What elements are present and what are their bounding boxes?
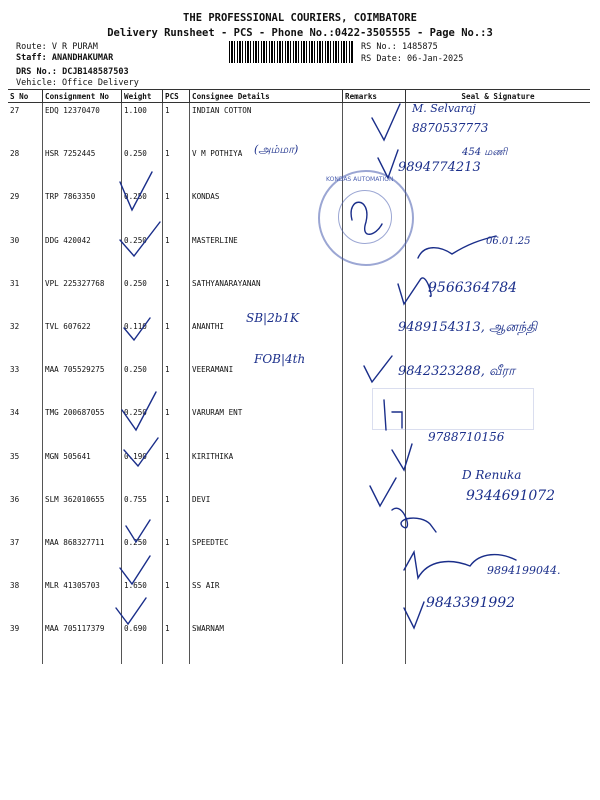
hw-r28-phone: 9894774213 [398,160,481,175]
hw-r33-phone: 9842323288, வீரா [398,364,515,379]
table-row [8,621,590,664]
cell-pcs: 1 [163,535,190,578]
cell-pcs: 1 [163,621,190,664]
cell-weight: 0.250 [122,189,163,232]
cell-pcs: 1 [163,189,190,232]
hw-r33-note: FOB|4th [254,352,306,366]
cell-signature [406,189,591,232]
hw-stamp-text: KONDAS AUTOMATION [326,176,394,183]
cell-pcs: 1 [163,233,190,276]
cell-pcs: 1 [163,362,190,405]
cell-pcs: 1 [163,319,190,362]
cell-weight: 0.755 [122,492,163,535]
cell-sno: 38 [10,581,20,591]
drs-value: DCJB148587503 [62,67,129,77]
staff-label: Staff: [16,53,47,63]
cell-sno: 28 [10,149,20,159]
col-pcs: PCS [163,90,190,103]
cell-consignee: SATHYANARAYANAN [190,276,343,319]
runsheet-title: Delivery Runsheet - PCS - Phone No.:0422-3505555 - Page No.:3 [107,27,493,39]
cell-consignment: HSR 7252445 [43,146,122,189]
cell-consignment: MAA 705529275 [43,362,122,405]
col-consignment: Consignment No [43,90,122,103]
cell-sno: 35 [10,451,20,461]
col-weight: Weight [122,90,163,103]
cell-weight: 0.690 [122,621,163,664]
hw-r28-note: (அம்மா) [254,143,299,156]
vehicle-text: Vehicle: Office Delivery [16,78,139,88]
route-text: Route: V R PURAM [16,42,98,52]
cell-consignee: KIRITHIKA [190,449,343,492]
table-header-row [8,90,590,103]
hw-r32-note: SB|2b1K [246,311,299,325]
table-row [8,103,590,147]
cell-pcs: 1 [163,146,190,189]
table-row [8,189,590,232]
rs-info [361,41,463,65]
cell-sno: 29 [10,192,20,202]
hw-r30-date: 06.01.25 [486,236,531,247]
cell-weight: 0.110 [122,319,163,362]
cell-remarks [343,103,406,147]
cell-remarks [343,276,406,319]
cell-weight: 0.250 [122,362,163,405]
cell-consignee: SPEEDTEC [190,535,343,578]
cell-pcs: 1 [163,405,190,448]
cell-pcs: 1 [163,276,190,319]
cell-remarks [343,492,406,535]
cell-consignee: SS AIR [190,578,343,621]
cell-pcs: 1 [163,492,190,535]
drs-label: DRS No.: [16,67,57,77]
cell-remarks [343,578,406,621]
hw-r35-phone: 9788710156 [428,430,505,444]
cell-consignee: KONDAS [190,189,343,232]
hw-r27-name: M. Selvaraj [412,102,476,115]
hw-r27-phone: 8870537773 [412,121,489,135]
cell-consignee: SWARNAM [190,621,343,664]
cell-sno: 36 [10,494,20,504]
cell-consignment: MGN 505641 [43,449,122,492]
hw-r36-name: D Renuka [462,468,522,482]
cell-pcs: 1 [163,578,190,621]
cell-pcs: 1 [163,449,190,492]
col-consignee: Consignee Details [190,90,343,103]
cell-weight: 0.250 [122,146,163,189]
cell-consignment: TMG 200687055 [43,405,122,448]
cell-sno: 31 [10,278,20,288]
hw-r28-extra: 454 மணி [462,147,508,158]
cell-consignee: MASTERLINE [190,233,343,276]
cell-consignment: VPL 225327768 [43,276,122,319]
cell-consignment: MAA 868327711 [43,535,122,578]
cell-consignment: DDG 420042 [43,233,122,276]
cell-consignment: EDQ 12370470 [43,103,122,147]
faded-stamp [372,388,534,430]
barcode [229,41,353,63]
hw-r39-phone: 9843391992 [426,595,516,611]
cell-consignee: V M POTHIYA [190,146,343,189]
route-info [16,42,139,89]
cell-weight: 1.100 [122,103,163,147]
company-title: THE PROFESSIONAL COURIERS, COIMBATORE [183,12,417,24]
cell-consignment: SLM 362010655 [43,492,122,535]
cell-consignment: MLR 41305703 [43,578,122,621]
cell-pcs: 1 [163,103,190,147]
staff-value: ANANDHAKUMAR [51,53,114,63]
company-stamp [318,170,414,266]
col-remarks: Remarks [343,90,406,103]
cell-consignment: TVL 607622 [43,319,122,362]
cell-sno: 34 [10,408,20,418]
col-sno: S No [8,90,43,103]
cell-remarks [343,535,406,578]
hw-r32-phone: 9489154313, ஆனந்தி [398,320,538,335]
cell-consignee: VARURAM ENT [190,405,343,448]
hw-r31-phone: 9566364784 [428,280,518,296]
cell-sno: 32 [10,321,20,331]
cell-sno: 30 [10,235,20,245]
cell-remarks [343,449,406,492]
cell-consignment: MAA 705117379 [43,621,122,664]
cell-weight: 0.250 [122,405,163,448]
cell-weight: 0.250 [122,276,163,319]
cell-sno: 27 [10,106,20,115]
cell-consignment: TRP 7863350 [43,189,122,232]
rs-number: RS No.: 1485875 [361,42,438,52]
cell-consignee: DEVI [190,492,343,535]
cell-consignee: VEERAMANI [190,362,343,405]
cell-sno: 33 [10,365,20,375]
cell-weight: 0.250 [122,535,163,578]
cell-consignee: INDIAN COTTON [190,103,343,147]
cell-signature [406,621,591,664]
cell-weight: 0.190 [122,449,163,492]
cell-remarks [343,621,406,664]
cell-weight: 1.650 [122,578,163,621]
rs-date: RS Date: 06-Jan-2025 [361,54,464,64]
col-signature: Seal & Signature [406,90,591,103]
cell-sno: 37 [10,537,20,547]
cell-weight: 0.250 [122,233,163,276]
hw-r38-phone: 9894199044. [487,564,561,577]
hw-r36-phone: 9344691072 [466,488,556,504]
cell-remarks [343,319,406,362]
cell-sno: 39 [10,624,20,634]
cell-consignee: ANANTHI [190,319,343,362]
